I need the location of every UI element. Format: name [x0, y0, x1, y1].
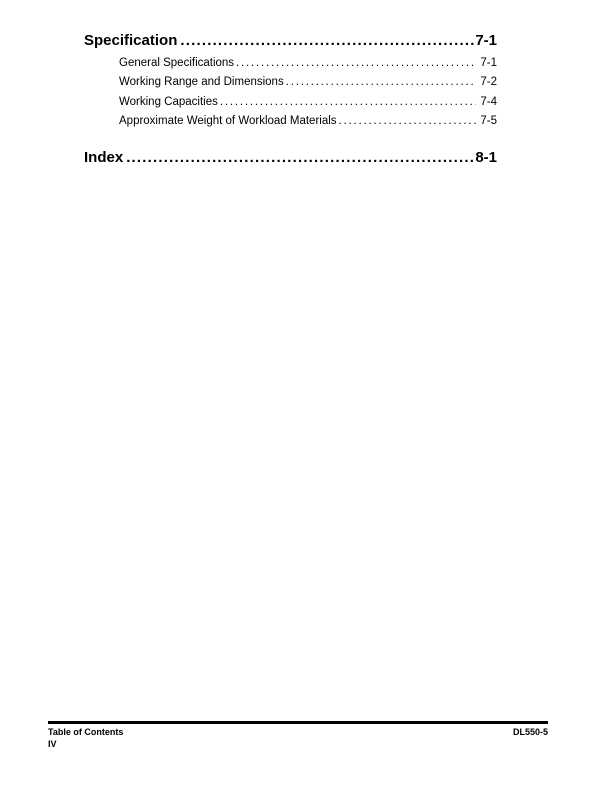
- toc-entry-title: Working Range and Dimensions: [119, 76, 284, 89]
- toc-entry-index[interactable]: [84, 150, 497, 165]
- dot-leader: [180, 33, 474, 48]
- toc-entry-title: Approximate Weight of Workload Materials: [119, 115, 337, 128]
- toc-entry-title: Specification: [84, 32, 178, 49]
- toc-page-number: 7-2: [480, 76, 497, 89]
- toc-entry-title: General Specifications: [119, 57, 235, 69]
- footer-section-title: Table of Contents: [48, 727, 124, 737]
- table-of-contents: [84, 33, 497, 165]
- footer-left: [48, 727, 123, 750]
- dot-leader: [286, 73, 477, 92]
- toc-page-number: 7-4: [480, 95, 497, 108]
- dot-leader: [126, 150, 474, 165]
- toc-section-specification: [84, 33, 497, 132]
- toc-entry-general-specifications[interactable]: [119, 54, 497, 73]
- toc-page-number: 7-1: [480, 57, 497, 69]
- toc-entry-approximate-weight-of-workload-materials[interactable]: [119, 112, 497, 131]
- dot-leader: [339, 112, 477, 131]
- toc-entry-working-range-and-dimensions[interactable]: [119, 73, 497, 92]
- toc-page-number: 7-1: [475, 32, 497, 49]
- footer-model-number: DL550-5: [512, 727, 548, 737]
- dot-leader: [236, 54, 476, 73]
- page-footer: [48, 721, 548, 750]
- toc-page-number: 7-5: [480, 115, 497, 128]
- toc-entry-title: Working Capacities: [119, 95, 218, 108]
- toc-sub-list: [119, 54, 497, 132]
- toc-section-index: [84, 150, 497, 165]
- footer-folio-number: IV: [48, 738, 57, 749]
- toc-entry-specification[interactable]: [84, 33, 497, 48]
- dot-leader: [220, 93, 477, 112]
- toc-entry-working-capacities[interactable]: [119, 93, 497, 112]
- toc-entry-title: Index: [84, 148, 124, 166]
- toc-page-number: 8-1: [475, 148, 497, 166]
